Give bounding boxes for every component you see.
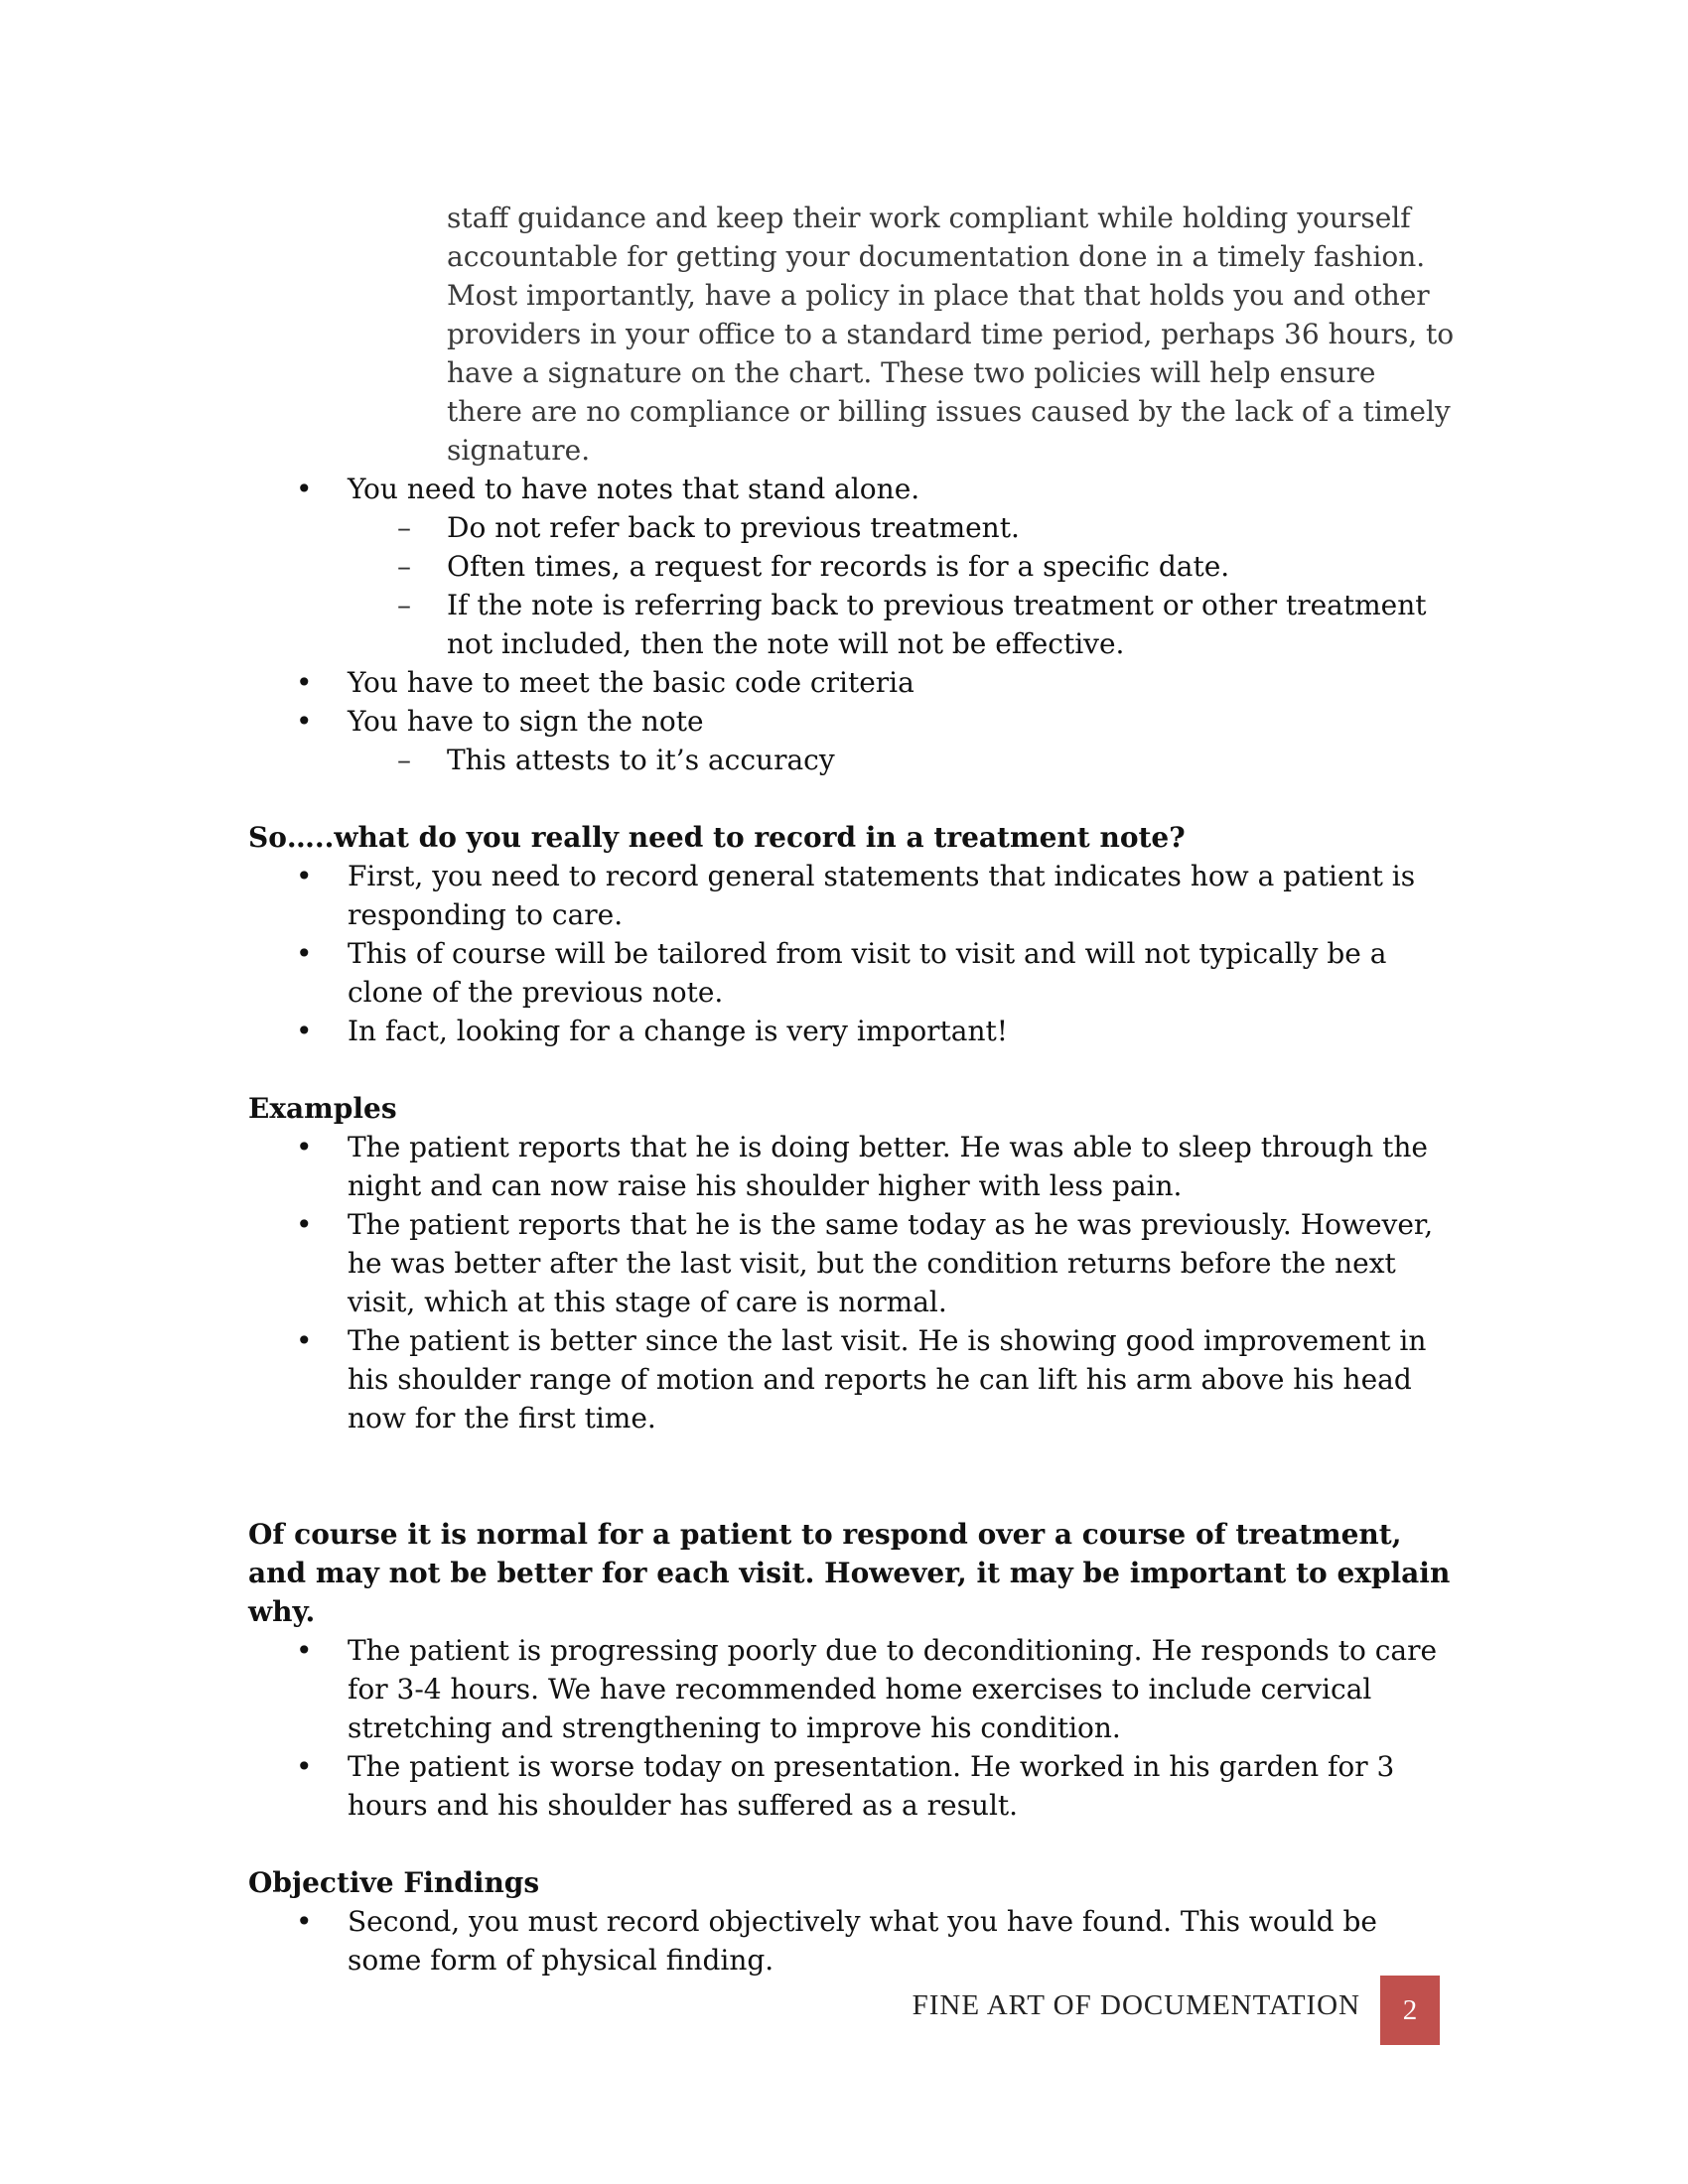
sub-list-item: – Often times, a request for records is for a specific date. xyxy=(248,547,1460,586)
list-item: • You have to meet the basic code criteria xyxy=(248,663,1460,702)
list-item: • The patient reports that he is the same today as he was previously. However, he was better after the last visit, but the condition returns before the next visit, which at this stage of care is normal. xyxy=(248,1205,1460,1321)
bullet-text: You need to have notes that stand alone. xyxy=(348,473,920,505)
list-item: • First, you need to record general statements that indicates how a patient is responding to care. xyxy=(248,857,1460,934)
requirements-list xyxy=(248,470,1460,779)
sub-list-item: – This attests to it’s accuracy xyxy=(248,741,1460,779)
sub-list xyxy=(248,741,1460,779)
section-heading-record: So…..what do you really need to record in a treatment note? xyxy=(248,821,1186,854)
list-item xyxy=(248,702,1460,779)
footer-title: FINE ART OF DOCUMENTATION xyxy=(912,1989,1360,2021)
sub-list xyxy=(248,508,1460,663)
page-content xyxy=(248,199,1460,1979)
page-number-badge: 2 xyxy=(1380,1976,1440,2045)
list-item: • The patient reports that he is doing better. He was able to sleep through the night and can now raise his shoulder higher with less pain. xyxy=(248,1128,1460,1205)
list-item: • This of course will be tailored from visit to visit and will not typically be a clone of the previous note. xyxy=(248,934,1460,1012)
list-item: • Second, you must record objectively what you have found. This would be some form of physical finding. xyxy=(248,1902,1460,1979)
continuation-paragraph: staff guidance and keep their work compliant while holding yourself accountable for getting your documentation done in a timely fashion. Most importantly, have a policy in place that that holds you and other providers in your office to a standard time period, perhaps 36 hours, to have a signature on the chart. These two policies will help ensure there are no compliance or billing issues caused by the lack of a timely signature. xyxy=(447,202,1455,467)
record-list xyxy=(248,857,1460,1050)
sub-list-item: – If the note is referring back to previous treatment or other treatment not included, then the note will not be effective. xyxy=(248,586,1460,663)
section-heading-course: Of course it is normal for a patient to respond over a course of treatment, and may not be better for each visit. However, it may be important to explain why. xyxy=(248,1518,1451,1628)
list-item: • In fact, looking for a change is very important! xyxy=(248,1012,1460,1050)
spacer xyxy=(248,1437,1460,1515)
page-footer xyxy=(864,1976,1440,2045)
sub-list-item: – Do not refer back to previous treatment. xyxy=(248,508,1460,547)
spacer xyxy=(248,1825,1460,1863)
spacer xyxy=(248,779,1460,818)
section-heading-objective: Objective Findings xyxy=(248,1866,540,1899)
bullet-text: You have to sign the note xyxy=(348,705,704,738)
list-item: • The patient is better since the last visit. He is showing good improvement in his shoulder range of motion and reports he can lift his arm above his head now for the first time. xyxy=(248,1321,1460,1437)
objective-list xyxy=(248,1902,1460,1979)
list-item: • The patient is worse today on presentation. He worked in his garden for 3 hours and his shoulder has suffered as a result. xyxy=(248,1747,1460,1825)
section-heading-examples: Examples xyxy=(248,1092,397,1125)
spacer xyxy=(248,1050,1460,1089)
list-item xyxy=(248,470,1460,663)
examples-list xyxy=(248,1128,1460,1437)
course-list xyxy=(248,1631,1460,1825)
list-item: • The patient is progressing poorly due to deconditioning. He responds to care for 3-4 hours. We have recommended home exercises to include cervical stretching and strengthening to improve his condition. xyxy=(248,1631,1460,1747)
